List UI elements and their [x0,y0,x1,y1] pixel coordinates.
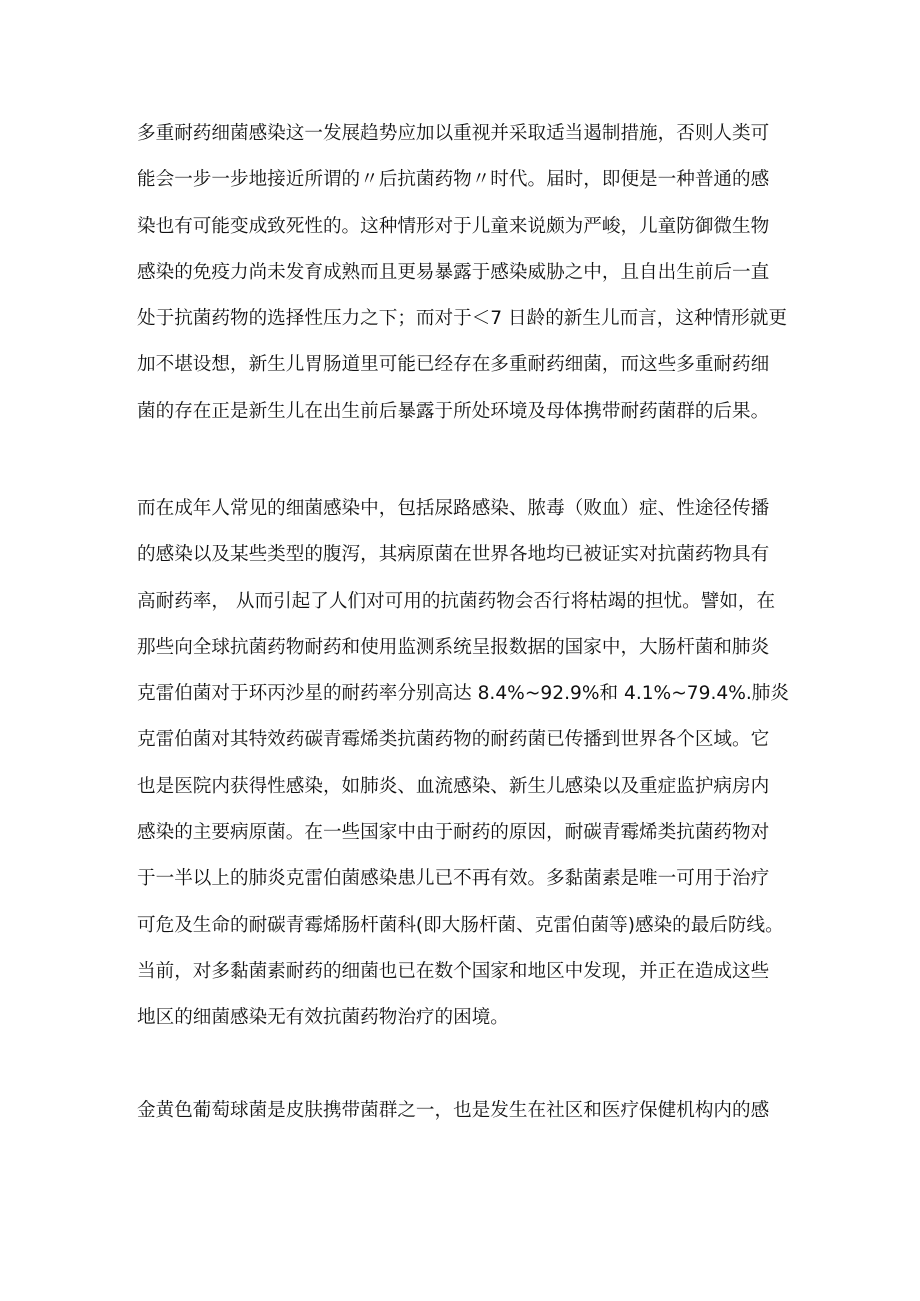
text-line: 加不堪设想，新生儿胃肠道里可能已经存在多重耐药细菌，而这些多重耐药细 [137,354,770,376]
text-line: 感染的免疫力尚未发育成熟而且更易暴露于感染威胁之中，且自出生前后一直 [137,261,770,283]
text-line: 处于抗菌药物的选择性压力之下；而对于＜7 日龄的新生儿而言，这种情形就更 [137,308,787,330]
text-line: 多重耐药细菌感染这一发展趋势应加以重视并采取适当遏制措施，否则人类可 [137,123,770,144]
paragraph-1 [137,111,837,435]
text-line: 克雷伯菌对于环丙沙星的耐药率分别高达 8.4%~92.9%和 4.1%~79.4%.肺炎 [137,683,789,705]
text-line: 感染的主要病原菌。在一些国家中由于耐药的原因，耐碳青霉烯类抗菌药物对 [137,822,770,844]
text-line: 也是医院内获得性感染，如肺炎、血流感染、新生儿感染以及重症监护病房内 [137,775,770,797]
text-line: 于一半以上的肺炎克雷伯菌感染患儿已不再有效。多黏菌素是唯一可用于治疗 [137,868,770,890]
text-line: 菌的存在正是新生儿在出生前后暴露于所处环境及母体携带耐药菌群的后果。 [137,400,770,422]
text-line: 的感染以及某些类型的腹泻，其病原菌在世界各地均已被证实对抗菌药物具有 [137,544,770,566]
text-line: 染也有可能变成致死性的。这种情形对于儿童来说颇为严峻，儿童防御微生物 [137,215,770,237]
text-line: 高耐药率， 从而引起了人们对可用的抗菌药物会否行将枯竭的担忧。譬如，在 [137,590,776,612]
paragraph-3 [137,1088,837,1134]
text-line: 而在成年人常见的细菌感染中，包括尿路感染、脓毒（败血）症、性途径传播 [137,498,770,519]
text-line: 可危及生命的耐碳青霉烯肠杆菌科(即大肠杆菌、克雷伯菌等)感染的最后防线。 [137,914,784,936]
text-line: 那些向全球抗菌药物耐药和使用监测系统呈报数据的国家中，大肠杆菌和肺炎 [137,636,770,658]
text-line: 地区的细菌感染无有效抗菌药物治疗的困境。 [137,1007,509,1029]
text-line: 金黄色葡萄球菌是皮肤携带菌群之一，也是发生在社区和医疗保健机构内的感 [137,1100,770,1121]
text-line: 当前，对多黏菌素耐药的细菌也已在数个国家和地区中发现，并正在造成这些 [137,960,770,982]
paragraph-2 [137,486,837,1042]
text-line: 克雷伯菌对其特效药碳青霉烯类抗菌药物的耐药菌已传播到世界各个区域。它 [137,729,770,751]
text-line: 能会一步一步地接近所谓的〃后抗菌药物〃时代。届时，即便是一种普通的感 [137,169,770,191]
